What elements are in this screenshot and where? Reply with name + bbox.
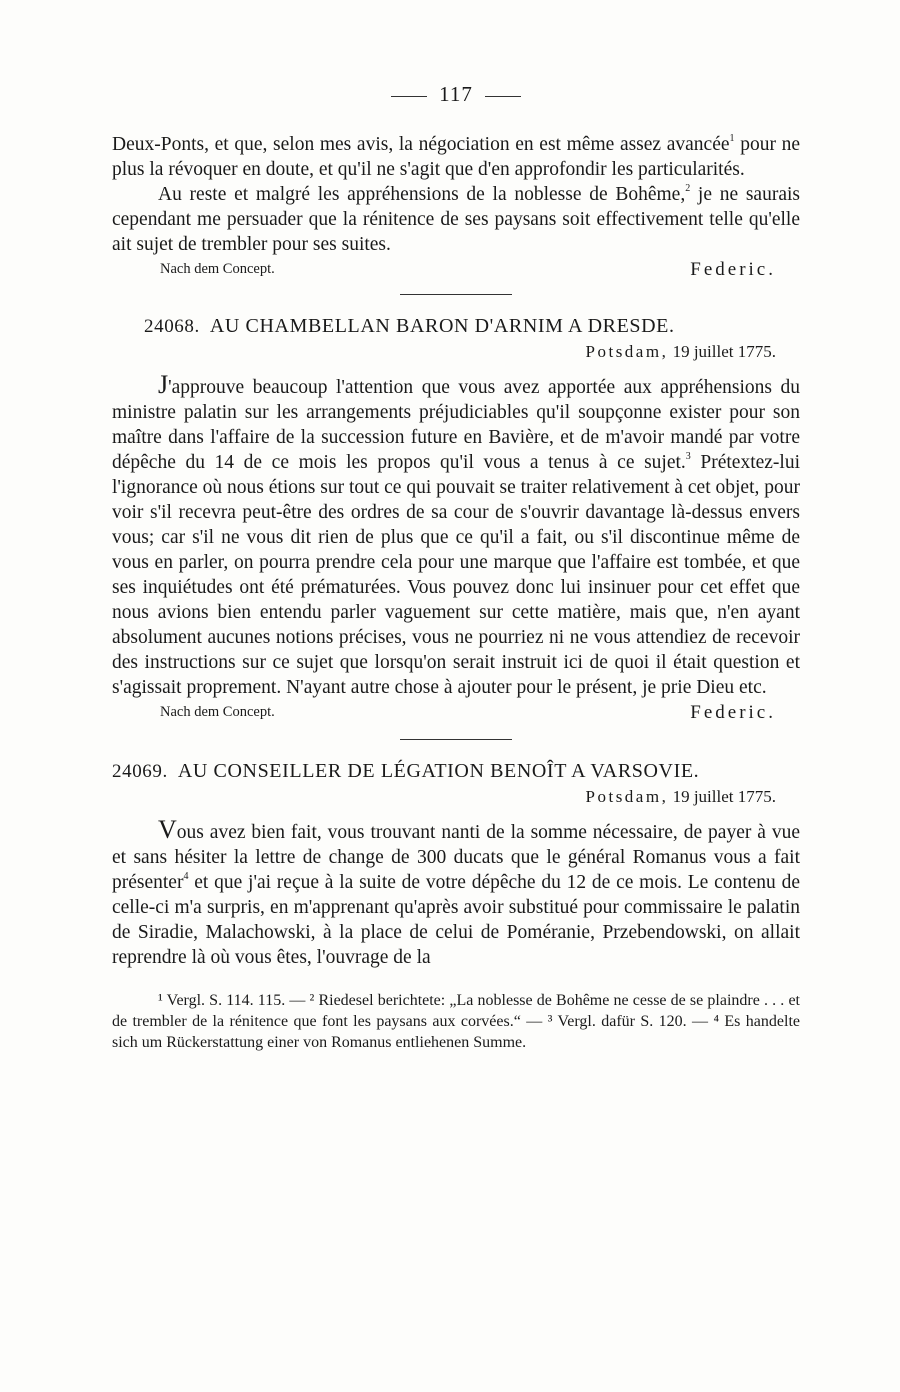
dateline-place: Potsdam, xyxy=(585,342,669,361)
letter-text-1: 'approuve beaucoup l'attention que vous avez apportée aux appréhensions du ministre palatin sur les arrangements préjudiciables qu'il soupçonne exister pour son maître dans l'affaire de la succession future en Bavière, et de m'avoir mandé par votre dépêche du 14 de ce mois les propos qu'il vous a tenus à ce sujet. xyxy=(112,377,800,473)
letter-number: 24069. xyxy=(112,761,168,782)
opening-paragraph-2 xyxy=(112,182,800,257)
signature: Federic. xyxy=(690,259,776,280)
opening-text-2: Au reste et malgré les appréhensions de la noblesse de Bohême, xyxy=(158,184,686,205)
letter-title: AU CONSEILLER DE LÉGATION BENOÎT A VARSOVIE. xyxy=(177,760,700,782)
initial-letter: J xyxy=(158,370,169,399)
footnote-ref-4: 4 xyxy=(183,871,189,882)
closing-line-2 xyxy=(112,700,800,725)
signature: Federic. xyxy=(690,702,776,723)
letter-body-24069 xyxy=(112,817,800,970)
dateline-date: 19 juillet 1775. xyxy=(672,342,776,361)
closing-line-1 xyxy=(112,257,800,282)
dateline xyxy=(112,340,800,364)
letter-heading-24069 xyxy=(112,758,800,785)
letter-number: 24068. xyxy=(144,316,200,337)
opening-text-1: Deux-Ponts, et que, selon mes avis, la négociation en est même assez avancée xyxy=(112,134,730,155)
letter-text-2: et que j'ai reçue à la suite de votre dépêche du 12 de ce mois. Le contenu de celle-ci m'a surpris, en m'apprenant qu'après avoir substitué pour commissaire le palatin de Siradie, Malachowski, à la place de celui de Poméranie, Przebendowski, on allait reprendre là où vous êtes, l'ouvrage de la xyxy=(112,872,800,968)
footnotes: ¹ Vergl. S. 114. 115. — ² Riedesel berichtete: „La noblesse de Bohême ne cesse de se plaindre . . . et de trembler de la rénitence que font les paysans aux corvées.“ — ³ Vergl. dafür S. 120. — ⁴ Es handelte sich um Rückerstattung einer von Romanus entliehenen Summe. xyxy=(112,992,800,1051)
page-number: 117 xyxy=(439,82,473,106)
footnote-ref-1: 1 xyxy=(729,133,735,144)
letter-heading-24068 xyxy=(144,313,800,340)
letter-title: AU CHAMBELLAN BARON D'ARNIM A DRESDE. xyxy=(209,315,675,337)
opening-text-2b: je ne saurais cependant me persuader que la rénitence de ses paysans soit effectivement telle qu'elle ait sujet de trembler pour ses suites. xyxy=(112,184,800,255)
document-page xyxy=(112,82,800,1053)
footnote-ref-2: 2 xyxy=(685,183,691,194)
letter-body-24068 xyxy=(112,372,800,700)
letter-text-1: ous avez bien fait, vous trouvant nanti de la somme nécessaire, de payer à vue et sans hésiter la lettre de change de 300 ducats que le général Romanus vous a fait présenter xyxy=(112,822,800,893)
dateline xyxy=(112,785,800,809)
header-dash-right xyxy=(485,96,521,97)
initial-letter: V xyxy=(158,815,177,844)
footnote-ref-3: 3 xyxy=(685,451,691,462)
source-note: Nach dem Concept. xyxy=(160,704,275,720)
opening-text-1b: pour ne plus la révoquer en doute, et qu'il ne s'agit que d'en approfondir les particularités. xyxy=(112,134,801,180)
letter-text-2: Prétextez-lui l'ignorance où nous étions sur tout ce qui pouvait se traiter relativement à cet objet, pour voir s'il recevra peut-être des ordres de sa cour de s'ouvrir davantage là-dessus envers vous; car s'il ne vous dit rien de plus que ce qu'il a fait, ou s'il discontinue même de vous en parler, on pourra prendre cela pour une marque que l'affaire est tombée, et que ses inquiétudes ont été prématurées. Vous pouvez donc lui insinuer pour cet effet que nous avions bien entendu parler vaguement sur cette matière, mais que, n'en ayant absolument aucunes notions précises, vous ne pourriez ni ne vous attendiez de recevoir des instructions sur ce sujet que lorsqu'on serait instruit ici de quoi il était question et s'agissait proprement. N'ayant autre chose à ajouter pour le présent, je prie Dieu etc. xyxy=(112,452,801,698)
source-note: Nach dem Concept. xyxy=(160,261,275,277)
header-dash-left xyxy=(391,96,427,97)
dateline-place: Potsdam, xyxy=(585,787,669,806)
opening-paragraph xyxy=(112,132,800,182)
page-number-header xyxy=(112,82,800,112)
dateline-date: 19 juillet 1775. xyxy=(672,787,776,806)
